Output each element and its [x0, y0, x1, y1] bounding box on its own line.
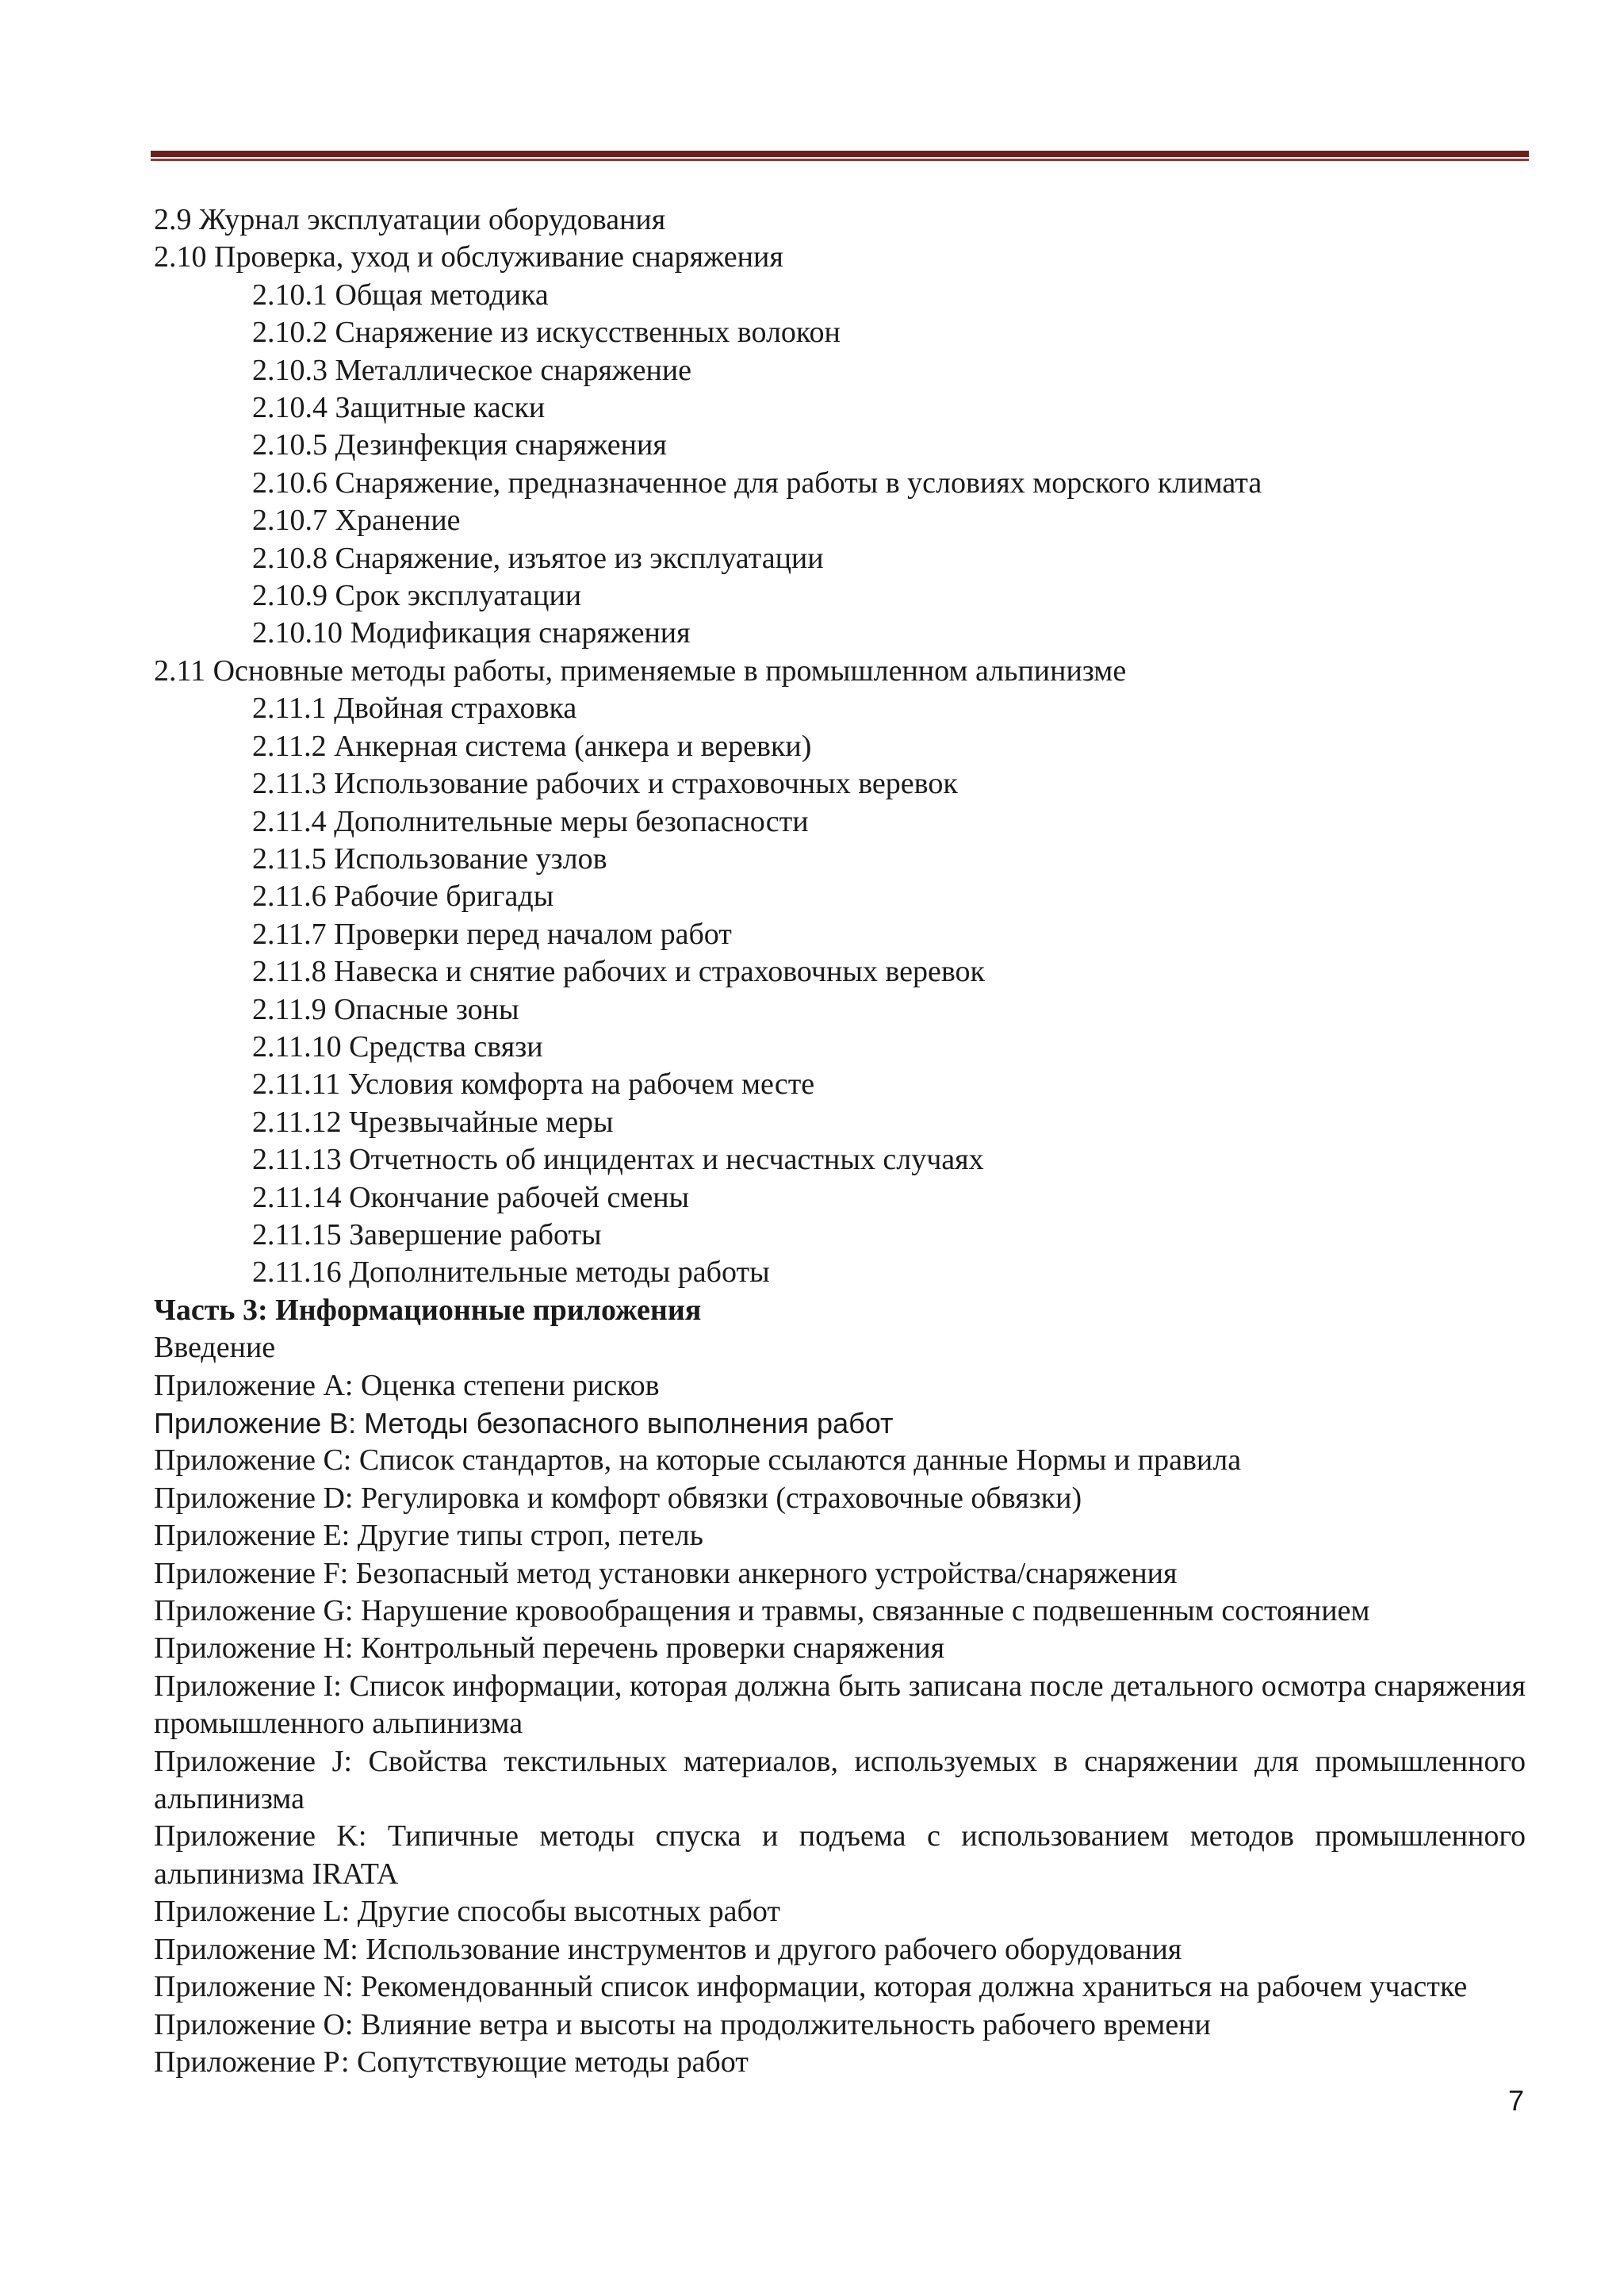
appendix-item: Приложение Р: Сопутствующие методы работ	[154, 2045, 749, 2079]
toc-subitem: 2.11.8 Навеска и снятие рабочих и страховочных веревок	[252, 955, 986, 989]
appendix-item: Приложение А: Оценка степени рисков	[154, 1368, 660, 1402]
header-rule-thin	[151, 159, 1529, 161]
appendix-item: Приложение В: Методы безопасного выполнения работ	[154, 1407, 894, 1439]
intro-item: Введение	[154, 1331, 276, 1365]
toc-subitem: 2.11.16 Дополнительные методы работы	[252, 1255, 770, 1290]
appendix-item: Приложение М: Использование инструментов и другого рабочего оборудования	[154, 1932, 1182, 1966]
appendix-item: Приложение I: Список информации, которая должна быть записана после детального осмотра снаряжения промышленного альпинизма	[154, 1669, 1526, 1741]
toc-subitem: 2.10.9 Срок эксплуатации	[252, 579, 582, 613]
table-of-contents	[154, 201, 1526, 2081]
toc-item: 2.9 Журнал эксплуатации оборудования	[154, 203, 666, 236]
appendix-item: Приложение О: Влияние ветра и высоты на продолжительность рабочего времени	[154, 2007, 1211, 2041]
toc-subitem: 2.10.4 Защитные каски	[252, 391, 546, 425]
toc-subitem: 2.11.9 Опасные зоны	[252, 992, 519, 1026]
appendix-item: Приложение N: Рекомендованный список информации, которая должна храниться на рабочем участке	[154, 1970, 1468, 2004]
toc-subitem: 2.10.5 Дезинфекция снаряжения	[252, 428, 667, 462]
toc-item: 2.10 Проверка, уход и обслуживание снаряжения	[154, 240, 783, 274]
header-rule-thick	[151, 151, 1529, 157]
appendix-item: Приложение D: Регулировка и комфорт обвязки (страховочные обвязки)	[154, 1481, 1082, 1515]
appendix-item: Приложение Н: Контрольный перечень проверки снаряжения	[154, 1631, 945, 1665]
toc-subitem: 2.11.3 Использование рабочих и страховочных веревок	[252, 767, 958, 801]
toc-subitem: 2.11.2 Анкерная система (анкера и веревки)	[252, 729, 812, 763]
toc-subitem: 2.10.2 Снаряжение из искусственных волокон	[252, 316, 841, 350]
part-heading: Часть 3: Информационные приложения	[154, 1293, 702, 1327]
toc-subitem: 2.10.8 Снаряжение, изъятое из эксплуатации	[252, 541, 824, 575]
toc-item: 2.11 Основные методы работы, применяемые в промышленном альпинизме	[154, 654, 1127, 688]
toc-subitem: 2.11.5 Использование узлов	[252, 841, 607, 876]
appendix-item: Приложение Е: Другие типы строп, петель	[154, 1519, 703, 1553]
toc-subitem: 2.10.3 Металлическое снаряжение	[252, 353, 692, 387]
toc-subitem: 2.11.11 Условия комфорта на рабочем месте	[252, 1068, 815, 1102]
toc-subitem: 2.11.6 Рабочие бригады	[252, 880, 554, 914]
appendix-item: Приложение J: Свойства текстильных материалов, используемых в снаряжении для промышленного альпинизма	[154, 1744, 1526, 1816]
toc-subitem: 2.11.1 Двойная страховка	[252, 692, 577, 726]
toc-subitem: 2.11.4 Дополнительные меры безопасности	[252, 804, 809, 838]
appendix-item: Приложение С: Список стандартов, на которые ссылаются данные Нормы и правила	[154, 1443, 1242, 1478]
appendix-item: Приложение K: Типичные методы спуска и подъема с использованием методов промышленного альпинизма IRATA	[154, 1819, 1526, 1891]
toc-subitem: 2.11.7 Проверки перед началом работ	[252, 917, 732, 951]
appendix-item: Приложение L: Другие способы высотных работ	[154, 1895, 780, 1929]
appendix-item: Приложение F: Безопасный метод установки анкерного устройства/снаряжения	[154, 1556, 1178, 1590]
toc-subitem: 2.11.14 Окончание рабочей смены	[252, 1180, 690, 1214]
toc-subitem: 2.11.10 Средства связи	[252, 1029, 543, 1064]
toc-subitem: 2.10.6 Снаряжение, предназначенное для работы в условиях морского климата	[252, 466, 1262, 500]
toc-subitem: 2.11.12 Чрезвычайные меры	[252, 1105, 614, 1139]
toc-subitem: 2.10.7 Хранение	[252, 504, 461, 538]
toc-subitem: 2.10.1 Общая методика	[252, 278, 549, 312]
toc-subitem: 2.11.13 Отчетность об инцидентах и несчастных случаях	[252, 1143, 984, 1177]
page-number: 7	[1507, 2084, 1524, 2117]
appendix-item: Приложение G: Нарушение кровообращения и травмы, связанные с подвешенным состоянием	[154, 1594, 1370, 1628]
toc-subitem: 2.10.10 Модификация снаряжения	[252, 616, 691, 650]
toc-subitem: 2.11.15 Завершение работы	[252, 1217, 602, 1251]
